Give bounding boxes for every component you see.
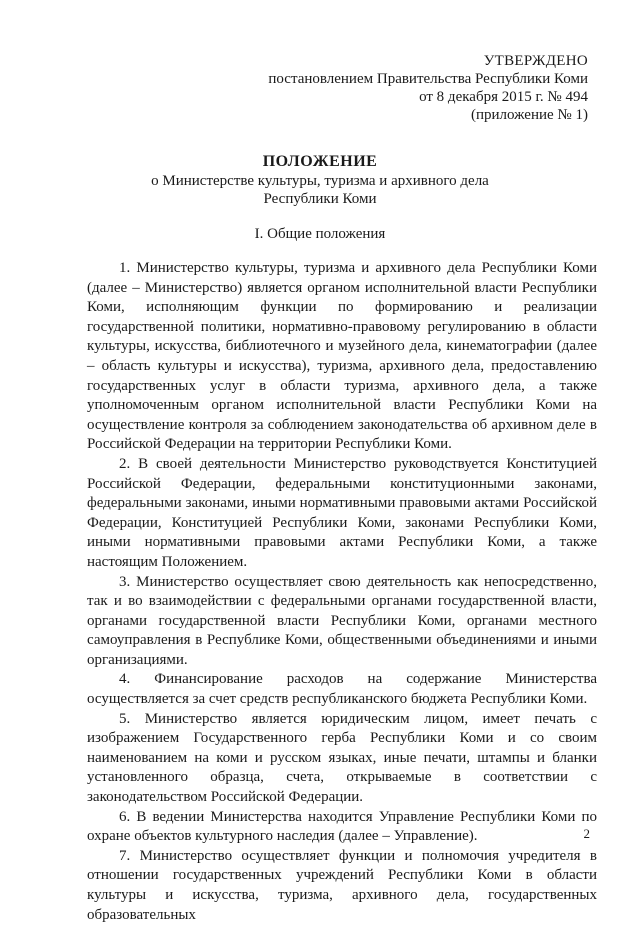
approval-stamp	[268, 52, 588, 124]
document-subtitle-line-1: о Министерстве культуры, туризма и архивного дела	[151, 173, 489, 189]
document-subtitle-line-2: Республики Коми	[263, 191, 377, 207]
paragraph-3: 3. Министерство осуществляет свою деятельность как непосредственно, так и во взаимодействии с федеральными органами государственной власти, органами государственной власти Республики Коми, органами местного самоуправления в Республике Коми, общественными объединениями и иными организациями.	[87, 573, 597, 668]
approval-title: УТВЕРЖДЕНО	[483, 53, 588, 69]
paragraph-5: 5. Министерство является юридическим лицом, имеет печать с изображением Государственного герба Республики Коми и со своим наименованием на коми и русском языках, иные печати, штампы и бланки установленного образца, счета, открываемые в соответствии с законодательством Российской Федерации.	[87, 710, 597, 806]
approval-line-1: постановлением Правительства Республики Коми	[268, 71, 588, 87]
approval-line-3: (приложение № 1)	[470, 107, 588, 123]
paragraph-4: 4. Финансирование расходов на содержание Министерства осуществляется за счет средств республиканского бюджета Республики Коми.	[87, 671, 597, 708]
document-body	[87, 259, 597, 925]
page-number: 2	[583, 826, 590, 841]
paragraph-2: 2. В своей деятельности Министерство руководствуется Конституцией Российской Федерации, федеральными конституционными законами, федеральными законами, иными нормативными правовыми актами Российской Федерации, Конституцией Республики Коми, законами Республики Коми, иными нормативными правовыми актами Республики Коми, а также настоящим Положением.	[87, 455, 597, 570]
document-title: ПОЛОЖЕНИЕ	[262, 153, 378, 170]
paragraph-6: 6. В ведении Министерства находится Управление Республики Коми по охране объектов культурного наследия (далее – Управление).	[87, 808, 597, 845]
paragraph-1: 1. Министерство культуры, туризма и архивного дела Республики Коми (далее – Министерство) является органом исполнительной власти Республики Коми, исполняющим функции по формированию и реализации государственной политики, нормативно-правовому регулированию в области культуры, искусства, библиотечного и музейного дела, кинематографии (далее – область культуры и искусства), туризма, архивного дела, предоставлению государственных услуг в области туризма, архивного дела, а также уполномоченным органом исполнительной власти Республики Коми на осуществление контроля за соблюдением законодательства об архивном деле в Российской Федерации на территории Республики Коми.	[87, 260, 597, 453]
paragraph-7: 7. Министерство осуществляет функции и полномочия учредителя в отношении государственных учреждений Республики Коми в области культуры и искусства, туризма, архивного дела, государственных образовательных	[87, 847, 597, 923]
approval-line-2: от 8 декабря 2015 г. № 494	[419, 89, 588, 105]
section-heading: I. Общие положения	[254, 226, 386, 242]
